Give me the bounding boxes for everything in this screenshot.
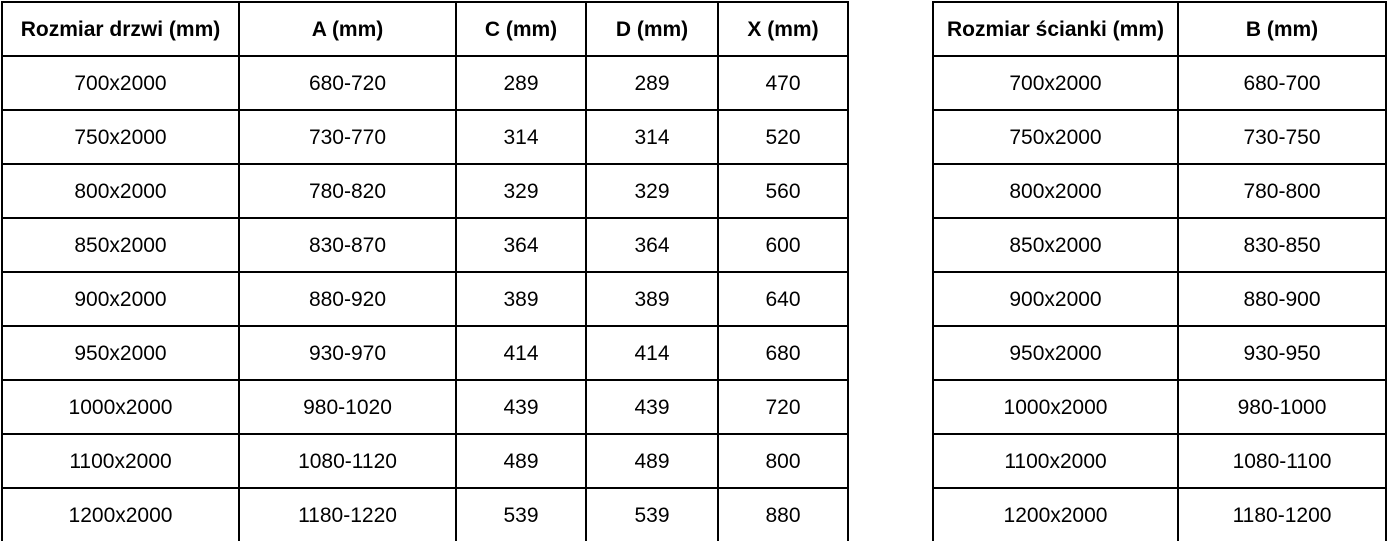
table-row xyxy=(933,218,1386,272)
table-cell: 470 xyxy=(718,56,848,110)
wall-sizes-table xyxy=(932,1,1387,541)
table-cell: 1100x2000 xyxy=(2,434,239,488)
table-cell: 700x2000 xyxy=(2,56,239,110)
table-row xyxy=(933,434,1386,488)
table-cell: 900x2000 xyxy=(933,272,1178,326)
table-cell: 1080-1120 xyxy=(239,434,456,488)
table-cell: 950x2000 xyxy=(933,326,1178,380)
table-cell: 414 xyxy=(456,326,586,380)
table-row xyxy=(933,110,1386,164)
table-row xyxy=(2,272,848,326)
table-cell: 680 xyxy=(718,326,848,380)
table-row xyxy=(2,110,848,164)
table-cell: 314 xyxy=(586,110,718,164)
table-cell: 850x2000 xyxy=(2,218,239,272)
table-cell: 389 xyxy=(456,272,586,326)
table-row xyxy=(933,326,1386,380)
table-cell: 289 xyxy=(456,56,586,110)
table-cell: 780-820 xyxy=(239,164,456,218)
column-header: Rozmiar drzwi (mm) xyxy=(2,2,239,56)
table-cell: 700x2000 xyxy=(933,56,1178,110)
table-cell: 640 xyxy=(718,272,848,326)
table-row xyxy=(2,380,848,434)
table-row xyxy=(2,434,848,488)
table-cell: 1180-1220 xyxy=(239,488,456,541)
table-cell: 1000x2000 xyxy=(2,380,239,434)
table-cell: 980-1000 xyxy=(1178,380,1386,434)
column-header: A (mm) xyxy=(239,2,456,56)
table-cell: 314 xyxy=(456,110,586,164)
table-row xyxy=(933,380,1386,434)
header-row xyxy=(933,2,1386,56)
table-cell: 950x2000 xyxy=(2,326,239,380)
table-cell: 560 xyxy=(718,164,848,218)
table-cell: 930-970 xyxy=(239,326,456,380)
table-cell: 329 xyxy=(456,164,586,218)
table-cell: 520 xyxy=(718,110,848,164)
table-cell: 730-750 xyxy=(1178,110,1386,164)
table-row xyxy=(933,56,1386,110)
table-cell: 489 xyxy=(586,434,718,488)
table-cell: 1000x2000 xyxy=(933,380,1178,434)
column-header: C (mm) xyxy=(456,2,586,56)
table-cell: 980-1020 xyxy=(239,380,456,434)
table-cell: 850x2000 xyxy=(933,218,1178,272)
table-cell: 780-800 xyxy=(1178,164,1386,218)
table-cell: 1200x2000 xyxy=(933,488,1178,541)
table-cell: 364 xyxy=(456,218,586,272)
header-row xyxy=(2,2,848,56)
table-cell: 489 xyxy=(456,434,586,488)
table-cell: 880-920 xyxy=(239,272,456,326)
table-cell: 830-850 xyxy=(1178,218,1386,272)
column-header: D (mm) xyxy=(586,2,718,56)
column-header: X (mm) xyxy=(718,2,848,56)
table-row xyxy=(2,488,848,541)
table-row xyxy=(2,164,848,218)
table-cell: 750x2000 xyxy=(933,110,1178,164)
table-cell: 680-720 xyxy=(239,56,456,110)
table-cell: 439 xyxy=(586,380,718,434)
table-cell: 329 xyxy=(586,164,718,218)
table-cell: 800x2000 xyxy=(2,164,239,218)
table-cell: 539 xyxy=(456,488,586,541)
table-cell: 900x2000 xyxy=(2,272,239,326)
table-cell: 680-700 xyxy=(1178,56,1386,110)
table-cell: 600 xyxy=(718,218,848,272)
table-cell: 880-900 xyxy=(1178,272,1386,326)
door-sizes-table xyxy=(1,1,849,541)
table-row xyxy=(933,272,1386,326)
table-cell: 930-950 xyxy=(1178,326,1386,380)
table-cell: 414 xyxy=(586,326,718,380)
table-cell: 1200x2000 xyxy=(2,488,239,541)
table-cell: 389 xyxy=(586,272,718,326)
table-cell: 800 xyxy=(718,434,848,488)
table-cell: 1080-1100 xyxy=(1178,434,1386,488)
table-cell: 880 xyxy=(718,488,848,541)
table-cell: 439 xyxy=(456,380,586,434)
table-cell: 830-870 xyxy=(239,218,456,272)
table-cell: 1180-1200 xyxy=(1178,488,1386,541)
table-cell: 730-770 xyxy=(239,110,456,164)
table-cell: 539 xyxy=(586,488,718,541)
table-cell: 364 xyxy=(586,218,718,272)
table-cell: 720 xyxy=(718,380,848,434)
table-row xyxy=(2,218,848,272)
table-cell: 750x2000 xyxy=(2,110,239,164)
table-cell: 1100x2000 xyxy=(933,434,1178,488)
table-row xyxy=(2,326,848,380)
table-row xyxy=(933,488,1386,541)
table-row xyxy=(2,56,848,110)
column-header: B (mm) xyxy=(1178,2,1386,56)
table-row xyxy=(933,164,1386,218)
table-cell: 289 xyxy=(586,56,718,110)
table-cell: 800x2000 xyxy=(933,164,1178,218)
column-header: Rozmiar ścianki (mm) xyxy=(933,2,1178,56)
